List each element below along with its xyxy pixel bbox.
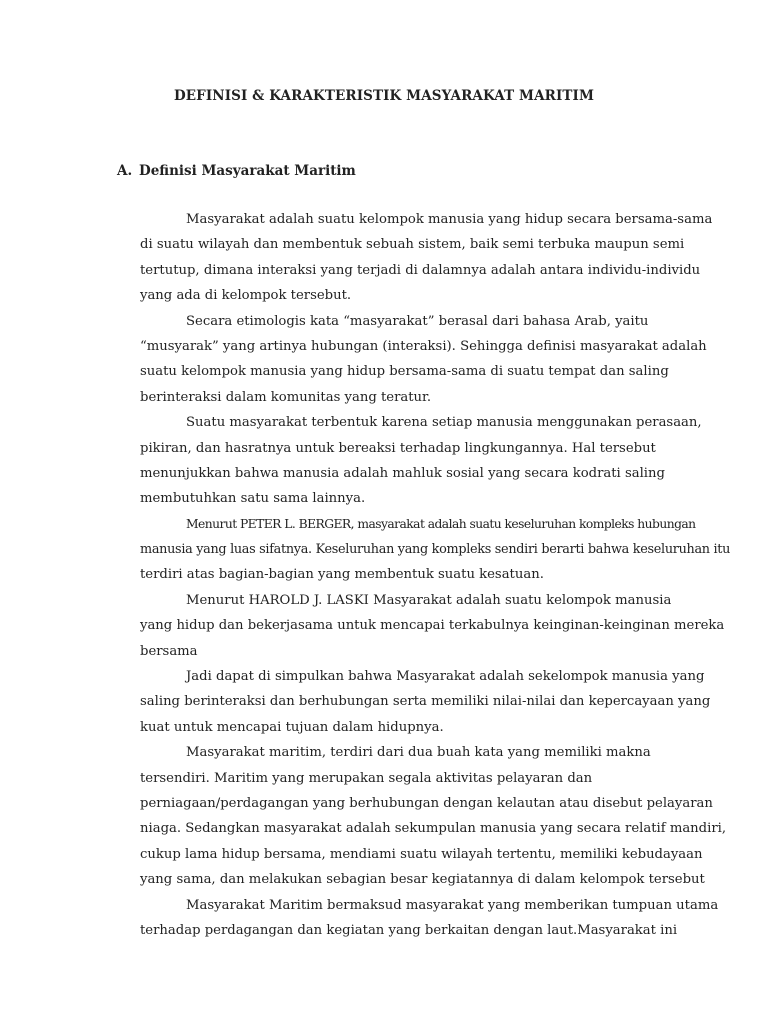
paragraph-line: bersama — [140, 643, 198, 659]
paragraph-line: membutuhkan satu sama lainnya. — [140, 491, 366, 507]
section-title: Definisi Masyarakat Maritim — [139, 163, 356, 179]
paragraph-line: saling berinteraksi dan berhubungan serta memiliki nilai-nilai dan kepercayaan yang — [140, 694, 711, 710]
paragraph-line: Menurut HAROLD J. LASKI Masyarakat adalah suatu kelompok manusia — [186, 592, 672, 608]
paragraph-line: kuat untuk mencapai tujuan dalam hidupnya. — [140, 719, 444, 735]
paragraph-line: Masyarakat adalah suatu kelompok manusia yang hidup secara bersama-sama — [186, 212, 713, 227]
section-number: A. — [117, 163, 133, 179]
paragraph-line: perniagaan/perdagangan yang berhubungan dengan kelautan atau disebut pelayaran — [140, 795, 713, 811]
paragraph-line: menunjukkan bahwa manusia adalah mahluk sosial yang secara kodrati saling — [140, 465, 665, 481]
paragraph-line: yang sama, dan melakukan sebagian besar kegiatannya di dalam kelompok tersebut — [140, 872, 705, 888]
paragraph-line: Suatu masyarakat terbentuk karena setiap manusia menggunakan perasaan, — [186, 415, 702, 431]
paragraph-line: suatu kelompok manusia yang hidup bersama-sama di suatu tempat dan saling — [140, 364, 669, 380]
paragraph-line: yang hidup dan bekerjasama untuk mencapai terkabulnya keinginan-keinginan mereka — [140, 618, 725, 634]
paragraph-line: cukup lama hidup bersama, mendiami suatu wilayah tertentu, memiliki kebudayaan — [140, 846, 703, 862]
section-heading — [117, 163, 356, 179]
paragraph-line: Masyarakat Maritim bermaksud masyarakat yang memberikan tumpuan utama — [186, 897, 719, 913]
paragraph-line: Menurut PETER L. BERGER, masyarakat adalah suatu keseluruhan kompleks hubungan — [186, 516, 696, 531]
paragraph-line: berinteraksi dalam komunitas yang teratur. — [140, 389, 432, 405]
paragraph-line: manusia yang luas sifatnya. Keseluruhan yang kompleks sendiri berarti bahwa keseluruhan itu — [140, 542, 731, 558]
document-title: DEFINISI & KARAKTERISTIK MASYARAKAT MARITIM — [173, 88, 595, 104]
paragraph-line: terdiri atas bagian-bagian yang membentuk suatu kesatuan. — [140, 567, 544, 583]
section-body — [140, 212, 731, 948]
paragraph-line: pikiran, dan hasratnya untuk bereaksi terhadap lingkungannya. Hal tersebut — [140, 440, 656, 456]
paragraph-line: di suatu wilayah dan membentuk sebuah sistem, baik semi terbuka maupun semi — [140, 237, 685, 253]
paragraph-line: terhadap perdagangan dan kegiatan yang berkaitan dengan laut.Masyarakat ini — [140, 922, 678, 938]
paragraph-line: niaga. Sedangkan masyarakat adalah sekumpulan manusia yang secara relatif mandiri, — [140, 821, 727, 837]
paragraph-line: tersendiri. Maritim yang merupakan segala aktivitas pelayaran dan — [140, 770, 593, 786]
paragraph-line: “musyarak” yang artinya hubungan (interaksi). Sehingga definisi masyarakat adalah — [140, 338, 707, 354]
paragraph-line: Secara etimologis kata “masyarakat” berasal dari bahasa Arab, yaitu — [186, 313, 649, 329]
paragraph-line: tertutup, dimana interaksi yang terjadi di dalamnya adalah antara individu-individu — [140, 262, 701, 278]
paragraph-line: Jadi dapat di simpulkan bahwa Masyarakat adalah sekelompok manusia yang — [186, 669, 705, 685]
paragraph-line: yang ada di kelompok tersebut. — [140, 288, 352, 304]
paragraph-line: Masyarakat maritim, terdiri dari dua buah kata yang memiliki makna — [186, 745, 651, 761]
